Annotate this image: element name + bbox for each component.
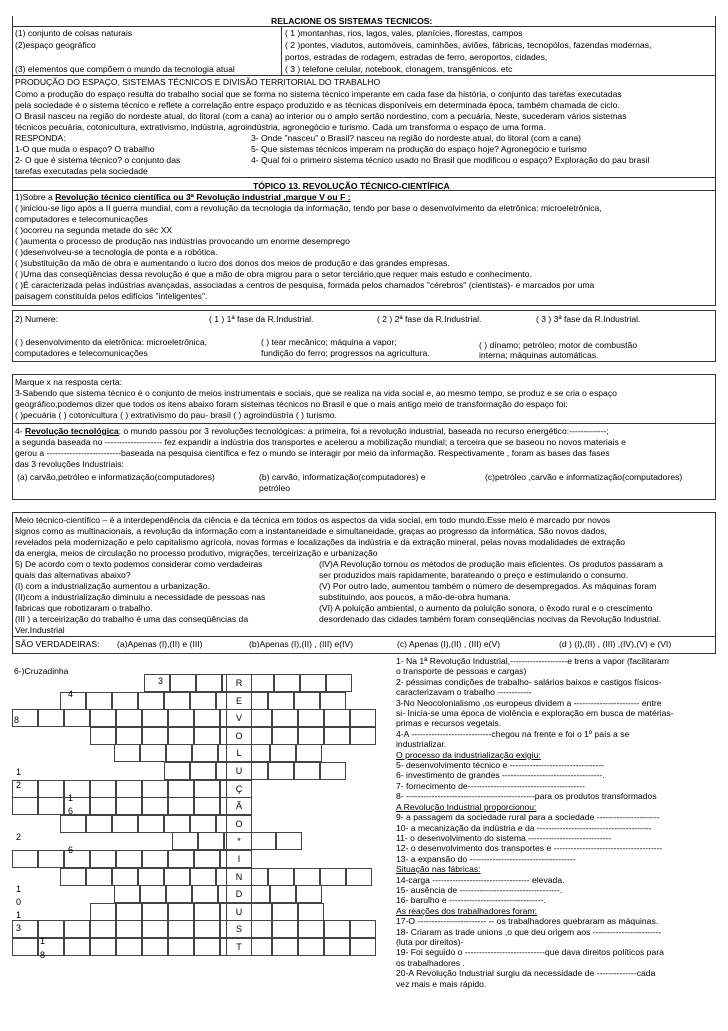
crossword-cell[interactable]: [90, 709, 116, 727]
q1-heading: [15, 192, 351, 202]
crossword-cell[interactable]: [138, 815, 164, 833]
clue-line: caracterizavam o trabalho ------------: [396, 687, 532, 698]
crossword-cell[interactable]: [194, 727, 220, 745]
q5-left: (II)com a industrialização diminuiu a necessidade de pessoas nas: [15, 592, 266, 602]
clue-line: 18- Criaram as trade unions ,o que deu origem aos ------------------------: [396, 926, 662, 937]
crossword-cell[interactable]: [142, 709, 168, 727]
crossword-letter-cell[interactable]: D: [226, 885, 252, 903]
answer-right-3: 4- Qual foi o primeiro sistema técnico usado no Brasil que modificou o espaço? Exploração do pau brasil: [251, 155, 650, 165]
clue-line: vez mais e mais rápido.: [396, 978, 487, 989]
crossword-cell[interactable]: [12, 938, 38, 956]
crossword-cell[interactable]: [116, 850, 142, 868]
crossword-letter-cell[interactable]: L: [226, 744, 252, 762]
crossword-cell[interactable]: [142, 797, 168, 815]
crossword-cell[interactable]: [190, 868, 216, 886]
crossword-cell[interactable]: [190, 692, 216, 710]
numere-b-2: fundição do ferro; progressos na agricultura.: [261, 348, 430, 358]
clue-line: 8- ---------------------------------------------para os produtos transformados: [396, 791, 657, 802]
crossword-cell[interactable]: [116, 727, 142, 745]
q4-prefix: 4-: [15, 426, 23, 436]
marque-line: ( )pecuária ( ) cotonicultura ( ) extrativismo do pau- brasil ( ) agroindústria ( ) turismo.: [15, 410, 337, 420]
marque-line: geográfico,podemos dizer que todos os itens abaixo foram sistemas técnicos no Brasil e que o mais antigo meio de transformação do espaço foi:: [15, 399, 568, 409]
crossword-cell[interactable]: [90, 920, 116, 938]
crossword-cell[interactable]: [320, 868, 346, 886]
relacione-title: RELACIONE OS SISTEMAS TECNICOS:: [271, 16, 433, 26]
crossword-cell[interactable]: [298, 920, 324, 938]
crossword-cell[interactable]: [324, 920, 350, 938]
crossword-letter-cell[interactable]: Ç: [226, 780, 252, 798]
q4-option-c: (c)petróleo ,carvão e informatização(computadores): [485, 472, 683, 482]
crossword-cell[interactable]: [12, 797, 38, 815]
crossword-cell[interactable]: [194, 850, 220, 868]
crossword-number: 6: [68, 806, 74, 817]
crossword-number: 1: [68, 793, 74, 804]
crossword-cell[interactable]: [168, 709, 194, 727]
crossword-letter-cell[interactable]: R: [226, 674, 252, 692]
clue-line: si- Inicia-se uma época de violência e exploração em busca de matérias-: [396, 708, 674, 719]
crossword-number: 3: [16, 923, 22, 934]
crossword-cell[interactable]: [116, 903, 142, 921]
q5-option-b: (b)Apenas (I),(II) , (III) e(IV): [249, 639, 354, 649]
q1-item: ( )ocorreu na segunda metade do séc XX: [15, 225, 173, 235]
q1-item: ( )Uma das conseqüências dessa revolução é que a mão de obra migrou para o setor terciário,que requer mais estudo e conhecimento.: [15, 269, 532, 279]
crossword-cell[interactable]: [190, 815, 216, 833]
crossword-cell[interactable]: [140, 885, 166, 903]
q5-right: (IV)A Revolução tornou os métodos de produção mais eficientes. Os produtos passaram a: [319, 559, 663, 569]
crossword-cell[interactable]: [168, 903, 194, 921]
fase-2: ( 2 ) 2ª fase da R.Industrial.: [377, 314, 482, 324]
crossword-cell[interactable]: [142, 780, 168, 798]
crossword-cell[interactable]: [194, 920, 220, 938]
crossword-cell[interactable]: [38, 780, 64, 798]
q5-right: (V) Por outro lado, aumentou também o número de desempregados. As máquinas foram: [319, 581, 657, 591]
clue-line: 11- o desenvolvimento do sistema -----------------------------: [396, 832, 612, 843]
crossword-cell[interactable]: [170, 674, 196, 692]
crossword-cell[interactable]: [250, 832, 276, 850]
crossword-cell[interactable]: [194, 780, 220, 798]
crossword-cell[interactable]: [90, 903, 116, 921]
crossword-cell[interactable]: [320, 762, 346, 780]
crossword-cell[interactable]: [60, 815, 86, 833]
crossword-cell[interactable]: [142, 727, 168, 745]
clue-line: Situação nas fábricas:: [396, 864, 481, 875]
crossword-cell[interactable]: [116, 780, 142, 798]
topico-prefix-label: TÓPICO: [253, 181, 286, 191]
crossword-cell[interactable]: [320, 692, 346, 710]
clue-line: 20-A Revolução Industrial surgiu da necessidade de --------------cada: [396, 968, 656, 979]
crossword-cell[interactable]: [274, 674, 300, 692]
clue-line: o transporte de pessoas e cargas): [396, 666, 527, 677]
relacione-right-4: ( 3 ) telefone celular, notebook, clonagem, transgênicos. etc: [285, 64, 513, 74]
relacione-divider: [281, 26, 282, 76]
q5-right: (VI) A poluição ambiental, o aumento da poluição sonora, o êxodo rural e o crescimento: [319, 603, 653, 613]
q4-first: [15, 426, 609, 436]
crossword-cell[interactable]: [138, 868, 164, 886]
producao-title: PRODUÇÃO DO ESPAÇO, SISTEMAS TÉCNICOS E DIVISÃO TERRITORIAL DO TRABALHO: [15, 77, 381, 87]
clue-line: 2- péssimas condições de trabalho- salários baixos e castigos físicos-: [396, 676, 662, 687]
q1-bold: Revolução técnico científica ou 3ª Revolução industrial ,marque V ou F :: [55, 192, 351, 202]
q5-option-a: (a)Apenas (I),(II) e (III): [117, 639, 203, 649]
crossword-cell[interactable]: [12, 850, 38, 868]
q1-item: ( )É caracterizada pelas indústrias avançadas, associadas a centros de pesquisa, formada pelos chamados "cérebros" (cientistas)- e marcados por uma: [15, 280, 595, 290]
crossword-number: 0: [16, 897, 22, 908]
clue-line: 6- investimento de grandes -----------------------------------.: [396, 770, 605, 781]
crossword-cell[interactable]: [190, 762, 216, 780]
answer-right-1: 3- Onde "nasceu" o Brasil? nasceu na região do nordeste atual, do litoral (com a cana): [251, 133, 581, 143]
crossword-cell[interactable]: [164, 868, 190, 886]
crossword-number: 1: [16, 910, 22, 921]
crossword-cell[interactable]: [324, 709, 350, 727]
crossword-letter-cell[interactable]: U: [226, 903, 252, 921]
crossword-clues: [396, 656, 718, 989]
crossword-cell[interactable]: [164, 692, 190, 710]
crossword-cell[interactable]: [350, 727, 376, 745]
q5-left: (III ) a terceirização do trabalho é uma das conseqüências da: [15, 614, 249, 624]
q1-item: ( )iniciou-se ligo após a II guerra mundial, com a revolução da tecnologia da informação, tendo por base o desenvolvimento da eletrônica: microeletrônica,: [15, 203, 602, 213]
crossword-cell[interactable]: [38, 850, 64, 868]
relacione-top-rule: [13, 26, 715, 27]
meio-line: signos como as multinacionais, a revolução da informação com a instantaneidade e simultaneidade, graças ao progresso da informática. São novos dados,: [15, 526, 607, 536]
crossword-cell[interactable]: [272, 709, 298, 727]
topico-block: [12, 178, 716, 306]
crossword-cell[interactable]: [168, 797, 194, 815]
crossword-cell[interactable]: [166, 885, 192, 903]
crossword-cell[interactable]: [90, 727, 116, 745]
crossword-cell[interactable]: [112, 868, 138, 886]
marque-block: [12, 374, 716, 424]
crossword-cell[interactable]: [270, 744, 296, 762]
relacione-block: [12, 16, 716, 76]
crossword-cell[interactable]: [296, 885, 322, 903]
clue-line: As reações dos trabalhadores foram:: [396, 905, 537, 916]
crossword-cell[interactable]: [346, 868, 372, 886]
meio-line: Meio técnico-científico – é a interdependência da ciência e da técnica em todos os aspectos da vida social, em todo mundo.Esse meio é marcado por novos: [15, 515, 611, 525]
crossword-cell[interactable]: [164, 815, 190, 833]
crossword-cell[interactable]: [38, 797, 64, 815]
clue-line: 15- ausência de -----------------------------------.: [396, 884, 563, 895]
crossword-letter-cell[interactable]: E: [226, 692, 252, 710]
crossword-cell[interactable]: [114, 885, 140, 903]
q1-prefix: 1)Sobre a: [15, 192, 53, 202]
relacione-right-2: ( 2 )pontes, viadutos, automóveis, caminhões, aviões, fábricas, tecnopólos, fazendas modernas,: [285, 40, 652, 50]
crossword-letter-cell[interactable]: N: [226, 868, 252, 886]
relacione-left-2: (2)espaço geográfico: [15, 40, 96, 50]
clue-line: 3-No Neocolonialismo ,os europeus dividem a ----------------------- entre: [396, 697, 662, 708]
q1-item: computadores e telecomunicações: [15, 214, 148, 224]
crossword-cell[interactable]: [324, 938, 350, 956]
crossword-cell[interactable]: [142, 850, 168, 868]
q5-left: 5) De acordo com o texto podemos considerar como verdadeiras: [15, 559, 263, 569]
crossword-number: 6: [68, 845, 74, 856]
clue-line: os trabalhadores .: [396, 957, 465, 968]
crossword-letter-cell[interactable]: T: [226, 938, 252, 956]
crossword-cell[interactable]: [64, 920, 90, 938]
numere-c-2: interna; máquinas automáticas.: [479, 350, 599, 360]
answer-left-3: tarefas executadas pela sociedade: [15, 166, 148, 176]
crossword-number: 3: [158, 676, 164, 686]
numere-label: 2) Numere:: [15, 314, 58, 324]
crossword-cell[interactable]: [116, 938, 142, 956]
q5-right: ser produzidos mais rapidamente, barateando o preço e estimulando o consumo.: [319, 570, 629, 580]
q1-item: ( )aumenta o processo de produção nas indústrias provocando um enorme desemprego: [15, 236, 350, 246]
meio-line: revelados pela modernização e pelo capitalismo agrícola, novas formas e localizações da indústria e da extração mineral, pelas novas modalidades de extração: [15, 537, 626, 547]
meio-block: [12, 512, 716, 654]
crossword-number: 1: [16, 767, 22, 778]
answer-right-2: 5- Que sistemas técnicos imperam na produção do espaço hoje? Agronegócio e turismo: [251, 144, 587, 154]
crossword-cell[interactable]: [164, 762, 190, 780]
sao-verdadeiras: SÃO VERDADEIRAS:: [15, 639, 100, 649]
q4-first-text: : o mundo passou por 3 revoluções tecnológicas: a primeira, foi a revolução industrial, baseada no recurso energético:-------------;: [118, 426, 609, 436]
crossword-cell[interactable]: [142, 920, 168, 938]
crossword-letter-cell[interactable]: O: [226, 727, 252, 745]
producao-line-1: Como a produção do espaço resulta do trabalho social que se forma no sistema técnico imperante em cada fase da história, o conjunto das tarefas executadas: [15, 89, 622, 99]
crossword-cell[interactable]: [294, 762, 320, 780]
crossword-letter-cell[interactable]: S: [226, 920, 252, 938]
q4-line: das 3 revoluções Industriais:: [15, 459, 124, 469]
crossword-number: 1: [16, 884, 22, 895]
crossword-number: 1: [40, 936, 46, 947]
producao-block: [12, 76, 716, 178]
relacione-left-1: (1) conjunto de coisas naturais: [15, 28, 133, 38]
crossword-cell[interactable]: [90, 938, 116, 956]
crossword-number: 2: [16, 832, 22, 843]
crossword-cell[interactable]: [272, 903, 298, 921]
crossword-cell[interactable]: [276, 832, 302, 850]
meio-line: da energia, meios de circulação no processo produtivo, migrações, terceirização e urbanização: [15, 548, 378, 558]
crossword-cell[interactable]: [116, 920, 142, 938]
clue-line: 16- barulho e ---------------------------------.: [396, 895, 546, 906]
crossword-cell[interactable]: [172, 832, 198, 850]
q5-left: fabricas que robotizaram o trabalho.: [15, 603, 153, 613]
crossword-cell[interactable]: [114, 744, 140, 762]
numere-c-1: ( ) dínamo; petróleo; motor de combustão: [479, 340, 638, 350]
crossword-cell[interactable]: [268, 868, 294, 886]
crossword-cell[interactable]: [112, 692, 138, 710]
clue-line: O processo da industrialização exigiu:: [396, 749, 541, 760]
crossword-cell[interactable]: [196, 674, 222, 692]
crossword-cell[interactable]: [168, 727, 194, 745]
crossword-grid: [12, 662, 394, 1016]
clue-line: 13- a expansão do -------------------------------------: [396, 853, 576, 864]
crossword-cell[interactable]: [296, 744, 322, 762]
crossword-cell[interactable]: [140, 744, 166, 762]
clue-line: 1- Na 1ª Revolução Industrial,--------------------e trens a vapor (facilitaram: [396, 656, 669, 666]
crossword-letter-cell[interactable]: V: [226, 709, 252, 727]
crossword-cell[interactable]: [86, 868, 112, 886]
clue-line: 5- desenvolvimento técnico e ---------------------------------: [396, 760, 605, 771]
crossword-letter-cell[interactable]: Ã: [226, 797, 252, 815]
crossword-cell[interactable]: [144, 674, 170, 692]
crossword-cell[interactable]: [350, 938, 376, 956]
q5-right: desordenado das cidades também foram conseqüências nocivas da Revolução Industrial.: [319, 614, 662, 624]
numere-block: [12, 310, 716, 362]
crossword-cell[interactable]: [116, 797, 142, 815]
crossword-cell[interactable]: [168, 850, 194, 868]
q5-left: Ver.Industrial: [15, 625, 65, 635]
crossword-cell[interactable]: [64, 938, 90, 956]
crossword-cell[interactable]: [324, 727, 350, 745]
crossword-cell[interactable]: [90, 797, 116, 815]
crossword-cell[interactable]: [138, 692, 164, 710]
crossword-cell[interactable]: [90, 780, 116, 798]
crossword-cell[interactable]: [194, 938, 220, 956]
crossword-number: 2: [16, 780, 22, 791]
crossword-cell[interactable]: [268, 692, 294, 710]
crossword-cell[interactable]: [142, 938, 168, 956]
q4-block: [12, 424, 716, 500]
clue-line: 7- fornecimento de-----------------------------------------: [396, 780, 585, 791]
q4-line: gerou a --------------------------baseada na pesquisa científica e fez o mundo se interagir por meio da informação. Respectivamente , foram as bases das fases: [15, 448, 610, 458]
crossword-cell[interactable]: [64, 709, 90, 727]
clue-line: 9- a passagem da sociedade rural para a sociedade ----------------------: [396, 812, 660, 823]
q4-bold: Revolução tecnológica: [25, 426, 119, 436]
crossword-number: 8: [40, 949, 46, 960]
crossword-cell[interactable]: [272, 727, 298, 745]
topico-rule: [13, 190, 715, 191]
responda-label: RESPONDA:: [15, 133, 66, 143]
numere-a-1: ( ) desenvolvimento da eletrônica: microeletrônica,: [15, 337, 208, 347]
crossword-cell[interactable]: [298, 938, 324, 956]
producao-line-4: técnicos pecuária, cotonicultura, extrativismo, indústria, agroindústria, agronegócio e turismo. Cada um transforma o espaço de uma forma.: [15, 122, 546, 132]
clue-line: 19- Foi seguido o ----------------------------que dava direitos políticos para: [396, 947, 664, 958]
crossword-cell[interactable]: [90, 850, 116, 868]
crossword-cell[interactable]: [272, 938, 298, 956]
relacione-right-3: portos, estradas de rodagem, estradas de ferro, aeroportos, cidades,: [285, 52, 548, 62]
crossword-cell[interactable]: [86, 692, 112, 710]
q5-right: substituindo, aos poucos, a mão-de-obra humana.: [319, 592, 511, 602]
crossword-cell[interactable]: [86, 815, 112, 833]
q1-item: ( )desenvolveu-se a tecnologia de ponta e a robótica.: [15, 247, 218, 257]
crossword-cell[interactable]: [168, 780, 194, 798]
clue-line: 4-A ----------------------------chegou na frente e foi o 1º país a se: [396, 728, 630, 739]
crossword-cell[interactable]: [298, 727, 324, 745]
clue-line: A Revolução Industrial proporcionou:: [396, 801, 537, 812]
relacione-left-3: (3) elementos que compõem o mundo da tecnologia atual: [15, 64, 235, 74]
crossword-cell[interactable]: [192, 744, 218, 762]
fase-3: ( 3 ) 3ª fase da R.Industrial.: [536, 314, 641, 324]
crossword-letter-cell[interactable]: U: [226, 762, 252, 780]
crossword-cell[interactable]: [294, 692, 320, 710]
clue-line: (luta por direitos)-: [396, 936, 464, 947]
q1-item: paisagem constituída pelos edifícios "inteligentes".: [15, 291, 208, 301]
q5-left: quais das alternativas abaixo?: [15, 570, 131, 580]
clue-line: 17-O ------------------------ -- os trabalhadores quebraram as máquinas.: [396, 916, 659, 927]
crossword-cell[interactable]: [350, 709, 376, 727]
numere-b-1: ( ) tear mecânico; máquina a vapor;: [261, 337, 397, 347]
q4-option-b: (b) carvão, informatização(computadores) e: [259, 472, 426, 482]
crossword-cell[interactable]: [60, 868, 86, 886]
q5-option-c: (c) Apenas (I),(II) , (III) e(V): [397, 639, 501, 649]
q5-rule: [13, 636, 715, 637]
crossword-cell[interactable]: [116, 709, 142, 727]
q1-item: ( )substituição da mão de obra e aumentando o lucro dos donos dos meios de produção e das grandes empresas.: [15, 258, 450, 268]
crossword-number: 8: [14, 715, 20, 726]
producao-line-3: O Brasil nasceu na região do nordeste atual, do litoral (com a cana) ao interior ou o amplo sertão nordestino, com a pecuária. Neste, sucederam vários sistemas: [15, 111, 627, 121]
crossword-cell[interactable]: [300, 674, 326, 692]
fase-1: ( 1 ) 1ª fase da R.Industrial.: [209, 314, 314, 324]
marque-line: Marque x na resposta certa:: [15, 377, 122, 387]
q4-option-a: (a) carvão,petróleo e informatização(computadores): [17, 472, 215, 482]
crossword-cell[interactable]: [350, 920, 376, 938]
crossword-cell[interactable]: [142, 903, 168, 921]
marque-line: 3-Sabendo que sistema técnico é o conjunto de meios instrumentais e sociais, que se realiza na vida social e, ao mesmo tempo, se produz e se cria o espaço: [15, 388, 617, 398]
crossword-cell[interactable]: [38, 709, 64, 727]
crossword-letter-cell[interactable]: I: [226, 850, 252, 868]
q5-option-d: (d ) (I),(II) , (III) ,(IV),(V) e (VI): [559, 639, 672, 649]
answer-left-1: 1-O que muda o espaço? O trabalho: [15, 144, 155, 154]
crossword-cell[interactable]: [194, 709, 220, 727]
q4-option-b-2: petróleo: [259, 483, 291, 493]
crossword-cell[interactable]: [298, 903, 324, 921]
crossword-cell[interactable]: [294, 868, 320, 886]
crossword-cell[interactable]: [166, 744, 192, 762]
crossword-cell[interactable]: [112, 815, 138, 833]
clue-line: 14-carga ---------------------------------- elevada.: [396, 874, 565, 885]
crossword-cell[interactable]: [268, 762, 294, 780]
crossword-cell[interactable]: [272, 920, 298, 938]
crossword-cell[interactable]: [194, 797, 220, 815]
crossword-cell[interactable]: [198, 832, 224, 850]
topico-title: 13. REVOLUÇÃO TÉCNICO-CIENTÍFICA: [288, 181, 450, 191]
clue-line: primas e recursos vegetais.: [396, 718, 502, 729]
crossword-cell[interactable]: [270, 885, 296, 903]
numere-a-2: computadores e telecomunicações: [15, 348, 148, 358]
crossword-cell[interactable]: [326, 674, 352, 692]
crossword-letter-cell[interactable]: *: [226, 832, 252, 850]
producao-line-2: pela sociedade é o sistema técnico e reflete a correlação entre espaço produzido e as técnicas disponíveis em determinada época, também chamada de ciclo.: [15, 100, 620, 110]
answer-left-2: 2- O que é sistema técnico? o conjunto das: [15, 155, 181, 165]
relacione-right-1: ( 1 )montanhas, rios, lagos, vales, planícies, florestas, campos: [285, 28, 523, 38]
q4-line: a segunda baseada no -------------------- fez expandir a indústria dos transportes e acelerou a mobilização mundial; a terceira que se baseou no novos materiais e: [15, 437, 626, 447]
q5-left: (I) com a industrialização aumentou a urbanização.: [15, 581, 210, 591]
crossword-letter-cell[interactable]: O: [226, 815, 252, 833]
clue-line: 10- a mecanização da indústria e da ----------------------------------------: [396, 822, 652, 833]
clue-line: industrializar.: [396, 739, 447, 750]
crossword-cell[interactable]: [194, 903, 220, 921]
crossword-cell[interactable]: [192, 885, 218, 903]
clue-line: 12- o desenvolvimento dos transportes e --------------------------------------: [396, 843, 663, 854]
crossword-cell[interactable]: [298, 709, 324, 727]
cruzadinha-title: 6-)Cruzadinha: [14, 666, 69, 676]
crossword-number: 4: [68, 689, 74, 700]
crossword-cell[interactable]: [168, 938, 194, 956]
crossword-cell[interactable]: [168, 920, 194, 938]
